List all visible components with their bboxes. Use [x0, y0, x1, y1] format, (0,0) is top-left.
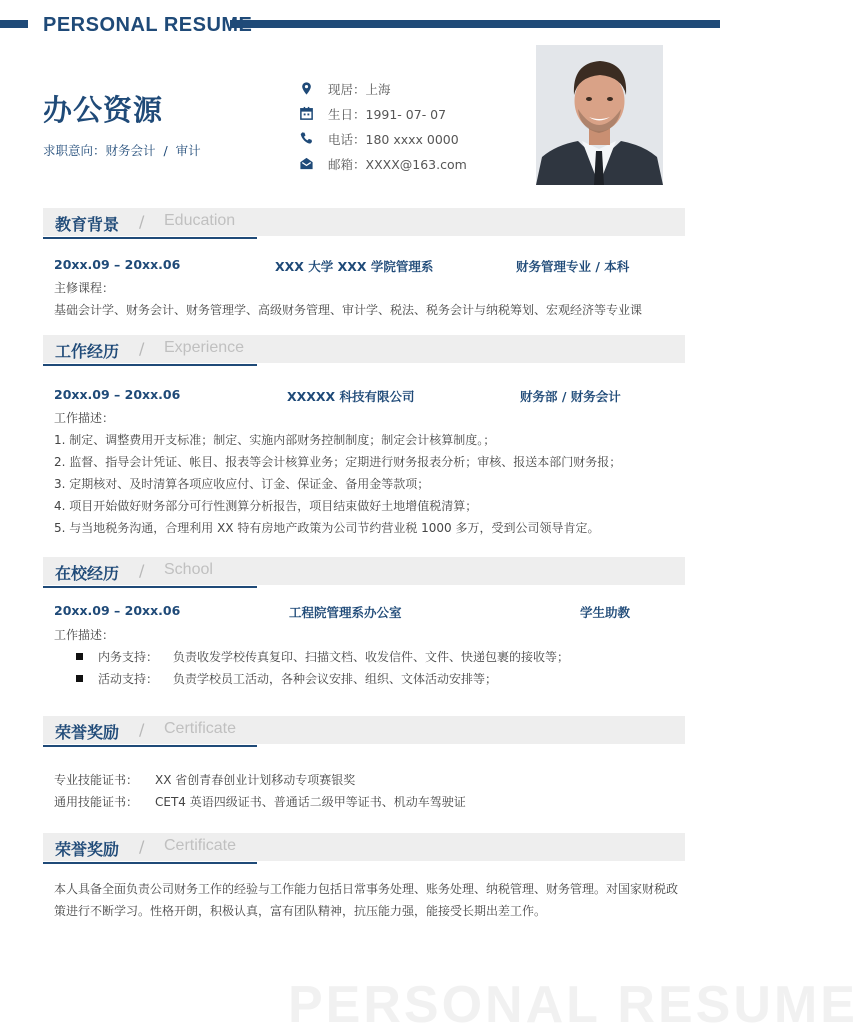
section-divider: / — [139, 720, 145, 739]
section-header-education — [43, 208, 685, 236]
section-divider: / — [139, 837, 145, 856]
section-divider: / — [139, 561, 145, 580]
school-role: 学生助教 — [580, 605, 631, 620]
job-intent: 求职意向：财务会计 / 审计 — [43, 143, 201, 158]
contact-location-text: 现居：上海 — [328, 81, 391, 97]
section-header-certificate — [43, 716, 685, 744]
section-underline — [43, 862, 257, 864]
experience-item: 5. 与当地税务沟通，合理利用 XX 特有房地产政策为公司节约营业税 1000 多万，受到公司领导肯定。 — [54, 521, 600, 535]
resume-brand-title: PERSONAL RESUME — [43, 14, 253, 36]
contact-phone-text: 电话：180 xxxx 0000 — [328, 131, 459, 147]
section-subtitle: Certificate — [164, 720, 237, 737]
contact-location — [297, 76, 467, 101]
location-pin-icon — [297, 80, 315, 98]
experience-desc-label: 工作描述： — [54, 411, 115, 425]
phone-icon — [297, 130, 315, 148]
school-row — [54, 603, 654, 621]
section-subtitle: Certificate — [164, 837, 237, 854]
section-underline — [43, 364, 257, 366]
certificate-row — [54, 771, 355, 788]
school-item — [76, 648, 569, 665]
section-title: 工作经历 — [55, 342, 120, 361]
section-underline — [43, 586, 257, 588]
certificate-key: 专业技能证书： — [54, 773, 139, 787]
calendar-icon — [297, 105, 315, 123]
section-title: 在校经历 — [55, 564, 120, 583]
section-underline — [43, 237, 257, 239]
experience-item: 2. 监督、指导会计凭证、帐目、报表等会计核算业务；定期进行财务报表分析；审核、报送本部门财务报； — [54, 455, 622, 469]
education-date: 20xx.09 – 20xx.06 — [54, 257, 181, 272]
experience-row — [54, 387, 654, 405]
school-date: 20xx.09 – 20xx.06 — [54, 603, 181, 618]
section-title: 荣誉奖励 — [55, 840, 120, 859]
experience-company: XXXXX 科技有限公司 — [287, 389, 415, 404]
contact-phone — [297, 126, 467, 151]
experience-item: 3. 定期核对、及时清算各项应收应付、订金、保证金、备用金等款项； — [54, 477, 430, 491]
section-subtitle: Education — [164, 212, 236, 229]
school-desc-label: 工作描述： — [54, 628, 115, 642]
section-divider: / — [139, 339, 145, 358]
school-item-key: 内务支持： — [98, 650, 159, 664]
section-title: 教育背景 — [55, 215, 120, 234]
self-summary: 本人具备全面负责公司财务工作的经验与工作能力包括日常事务处理、账务处理、纳税管理、财务管理。对国家财税政策进行不断学习。性格开朗，积极认真，富有团队精神，抗压能力强，能接受长期出差工作。 — [54, 882, 679, 918]
courses-label: 主修课程： — [54, 281, 115, 295]
experience-date: 20xx.09 – 20xx.06 — [54, 387, 181, 402]
contact-email — [297, 151, 467, 176]
certificate-value: XX 省创青春创业计划移动专项赛银奖 — [155, 773, 356, 787]
school-item-key: 活动支持： — [98, 672, 159, 686]
education-row — [54, 257, 654, 275]
courses-text: 基础会计学、财务会计、财务管理学、高级财务管理、审计学、税法、税务会计与纳税筹划、宏观经济等专业课 — [54, 303, 643, 317]
school-item-value: 负责学校员工活动，各种会议安排、组织、文体活动安排等； — [173, 672, 498, 686]
section-title: 荣誉奖励 — [55, 723, 120, 742]
watermark-text: PERSONAL RESUME — [288, 976, 858, 1034]
school-item — [76, 670, 497, 687]
certificate-value: CET4 英语四级证书、普通话二级甲等证书、机动车驾驶证 — [155, 795, 466, 809]
certificate-row — [54, 793, 466, 810]
section-header-experience — [43, 335, 685, 363]
section-divider: / — [139, 212, 145, 231]
section-header-school — [43, 557, 685, 585]
education-school: XXX 大学 XXX 学院管理系 — [275, 259, 434, 274]
experience-item: 1. 制定、调整费用开支标准；制定、实施内部财务控制制度；制定会计核算制度。； — [54, 433, 496, 447]
school-org: 工程院管理系办公室 — [289, 605, 402, 620]
bullet-square-icon — [76, 653, 83, 660]
header-bar-left — [0, 20, 28, 28]
mail-icon — [297, 155, 315, 173]
section-underline — [43, 745, 257, 747]
experience-item: 4. 项目开始做好财务部分可行性测算分析报告，项目结束做好土地增值税清算； — [54, 499, 478, 513]
experience-role: 财务部 / 财务会计 — [520, 389, 621, 404]
section-header-summary — [43, 833, 685, 861]
school-item-value: 负责收发学校传真复印、扫描文档、收发信件、文件、快递包裹的接收等； — [173, 650, 570, 664]
contact-email-text: 邮箱：XXXX@163.com — [328, 156, 467, 172]
certificate-key: 通用技能证书： — [54, 795, 139, 809]
candidate-name: 办公资源 — [43, 93, 164, 127]
section-subtitle: School — [164, 561, 213, 578]
bullet-square-icon — [76, 675, 83, 682]
education-major: 财务管理专业 / 本科 — [516, 259, 630, 274]
profile-photo — [536, 45, 663, 185]
header-bar-right — [230, 20, 720, 28]
contact-birthday — [297, 101, 467, 126]
section-subtitle: Experience — [164, 339, 245, 356]
contact-birthday-text: 生日：1991- 07- 07 — [328, 106, 447, 122]
contact-info — [297, 76, 467, 176]
